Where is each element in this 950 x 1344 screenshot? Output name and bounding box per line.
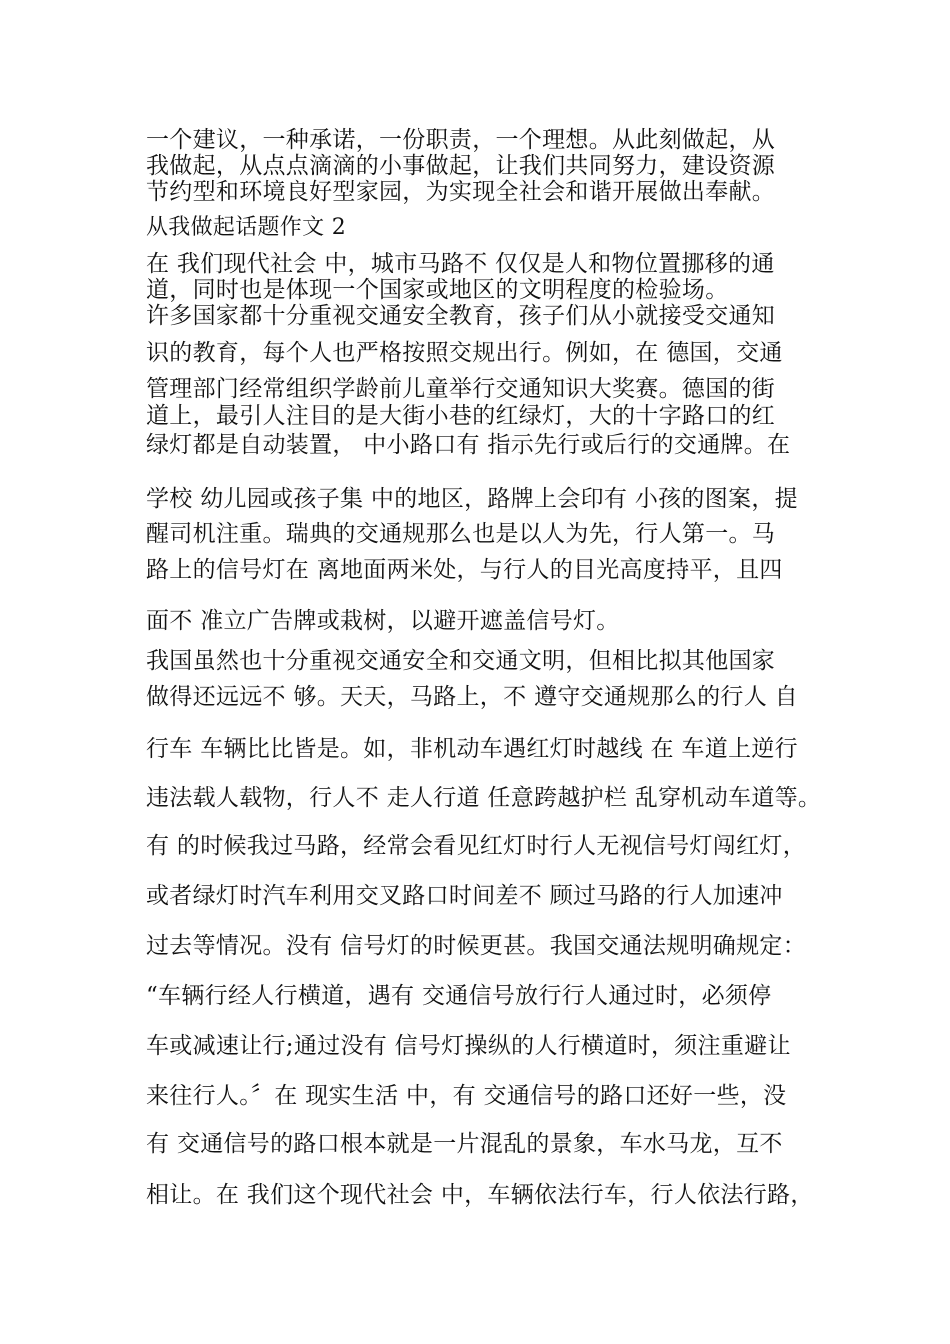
text-line: 道上，最引人注目的是大街小巷的红绿灯，大的十字路口的红 xyxy=(146,403,776,429)
text-line: 学校 幼儿园或孩子集 中的地区，路牌上会印有 小孩的图案，提 xyxy=(146,486,798,512)
text-line: 做得还远远不 够。天天，马路上，不 遵守交通规那么的行人 自 xyxy=(146,684,798,710)
text-line: 节约型和环境良好型家园，为实现全社会和谐开展做出奉献。 xyxy=(146,179,776,205)
text-line: 绿灯都是自动装置， 中小路口有 指示先行或后行的交通牌。在 xyxy=(146,432,791,458)
text-line: 行车 车辆比比皆是。如，非机动车遇红灯时越线 在 车道上逆行 xyxy=(146,736,798,762)
text-line: 道，同时也是体现一个国家或地区的文明程度的检验场。 xyxy=(146,277,729,303)
text-line: 管理部门经常组织学龄前儿童举行交通知识大奖赛。德国的街 xyxy=(146,376,776,402)
text-line: 一个建议，一种承诺，一份职责，一个理想。从此刻做起，从 xyxy=(146,127,776,153)
text-line: 醒司机注重。瑞典的交通规那么也是以人为先，行人第一。马 xyxy=(146,521,776,547)
text-line: “车辆行经人行横道，遇有 交通信号放行行人通过时，必须停 xyxy=(146,983,772,1009)
text-line: 在 我们现代社会 中，城市马路不 仅仅是人和物位置挪移的通 xyxy=(146,251,775,277)
text-line: 来往行人。〞在 现实生活 中，有 交通信号的路口还好一些，没 xyxy=(146,1083,787,1109)
text-line: 路上的信号灯在 离地面两米处，与行人的目光高度持平，且四 xyxy=(146,557,783,583)
text-line: 有 交通信号的路口根本就是一片混乱的景象，车水马龙，互不 xyxy=(146,1131,783,1157)
text-line: 有 的时候我过马路，经常会看见红灯时行人无视信号灯闯红灯， xyxy=(146,833,807,859)
text-line: 我做起，从点点滴滴的小事做起，让我们共同努力，建设资源 xyxy=(146,153,776,179)
text-line: 车或减速让行;通过没有 信号灯操纵的人行横道时，须注重避让 xyxy=(146,1033,791,1059)
text-line: 过去等情况。没有 信号灯的时候更甚。我国交通法规明确规定： xyxy=(146,933,807,959)
text-line: 许多国家都十分重视交通安全教育，孩子们从小就接受交通知 xyxy=(146,303,776,329)
text-line: 识的教育，每个人也严格按照交规出行。例如，在 德国，交通 xyxy=(146,340,783,366)
text-line: 相让。在 我们这个现代社会 中，车辆依法行车，行人依法行路， xyxy=(146,1182,814,1208)
text-line: 或者绿灯时汽车利用交叉路口时间差不 顾过马路的行人加速冲 xyxy=(146,883,783,909)
text-line: 我国虽然也十分重视交通安全和交通文明，但相比拟其他国家 xyxy=(146,648,776,674)
text-line: 违法载人载物，行人不 走人行道 任意跨越护栏 乱穿机动车道等。 xyxy=(146,785,822,811)
section-heading: 从我做起话题作文 2 xyxy=(146,215,346,240)
text-line: 面不 准立广告牌或栽树，以避开遮盖信号灯。 xyxy=(146,608,620,634)
